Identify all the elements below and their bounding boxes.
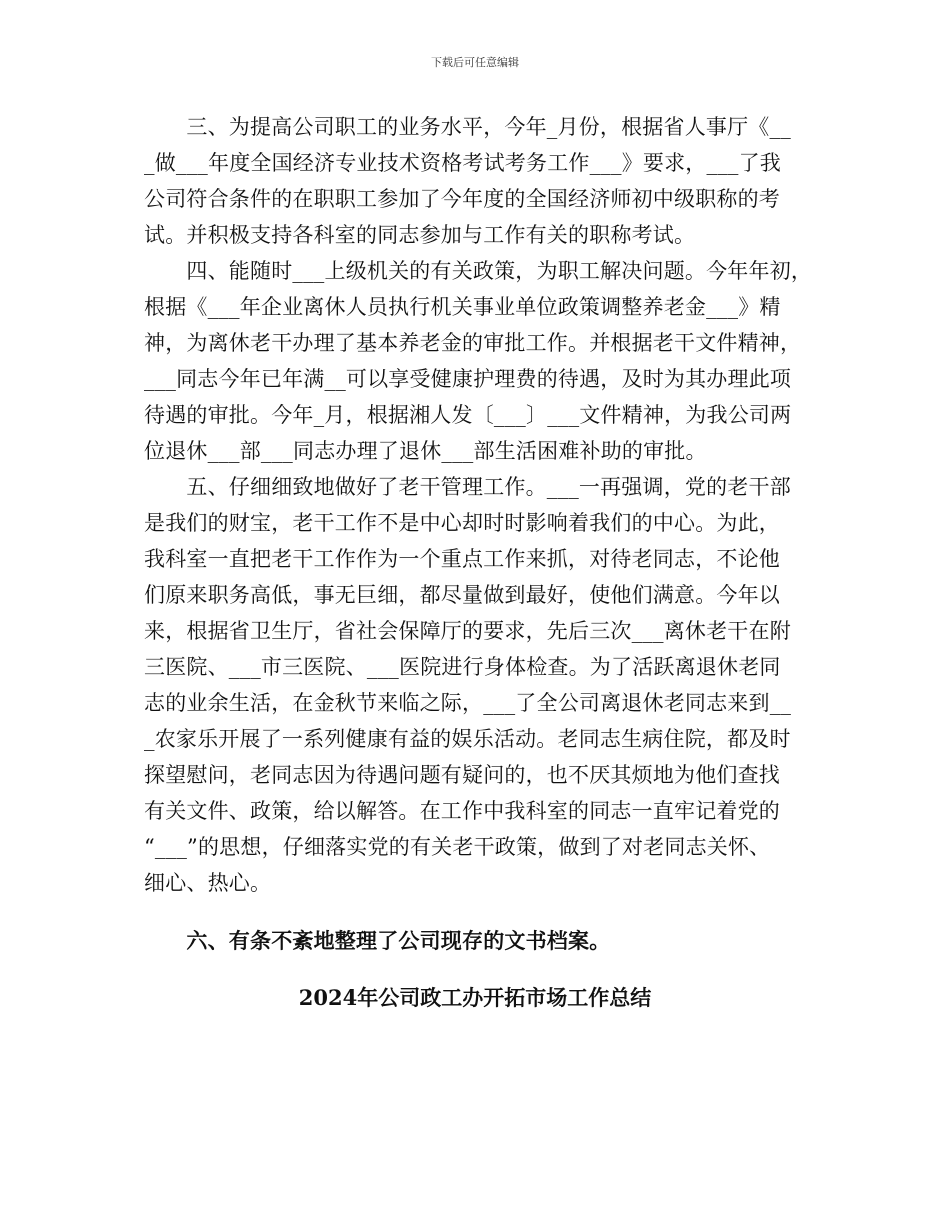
body-line: 们原来职务高低，事无巨细，都尽量做到最好，使他们满意。今年以 [144,583,780,607]
section-heading: 六、有条不紊地整理了公司现存的文书档案。 [144,928,611,953]
body-line: ___同志今年已年满__可以享受健康护理费的待遇，及时为其办理此项 [144,367,792,391]
body-line: 公司符合条件的在职职工参加了今年度的全国经济师初中级职称的考 [144,187,780,211]
body-line: 试。并积极支持各科室的同志参加与工作有关的职称考试。 [144,223,696,247]
body-line: “___”的思想，仔细落实党的有关老干政策，做到了对老同志关怀、 [144,835,771,859]
body-line: 细心、热心。 [144,871,272,895]
body-line: _农家乐开展了一系列健康有益的娱乐活动。老同志生病住院，都及时 [144,727,791,751]
body-line: 三、为提高公司职工的业务水平，今年_月份，根据省人事厅《__ [144,115,791,139]
body-line: 有关文件、政策，给以解答。在工作中我科室的同志一直牢记着党的 [144,799,780,823]
body-line: 位退休___部___同志办理了退休___部生活困难补助的审批。 [144,439,707,463]
body-line: 神，为离休老干办理了基本养老金的审批工作。并根据老干文件精神， [144,331,802,355]
body-line: 志的业余生活，在金秋节来临之际，___了全公司离退休老同志来到__ [144,691,792,715]
body-line: 三医院、___市三医院、___医院进行身体检查。为了活跃离退休老同 [144,655,781,679]
body-line: 五、仔细细致地做好了老干管理工作。___一再强调，党的老干部 [144,475,791,499]
body-line: 是我们的财宝，老干工作不是中心却时时影响着我们的中心。为此， [144,511,780,535]
body-line: 我科室一直把老干工作作为一个重点工作来抓，对待老同志，不论他 [144,547,780,571]
body-line: 待遇的审批。今年_月，根据湘人发〔___〕___文件精神，为我公司两 [144,403,792,427]
body-line: 根据《___年企业离休人员执行机关事业单位政策调整养老金___》精 [144,295,781,319]
document-title: 2024年公司政工办开拓市场工作总结 [298,985,652,1010]
body-line: _做___年度全国经济专业技术资格考试考务工作___》要求，___了我 [144,151,781,175]
body-line: 四、能随时___上级机关的有关政策，为职工解决问题。今年年初， [144,259,813,283]
page-header: 下载后可任意编辑 [431,56,519,69]
body-line: 探望慰问，老同志因为待遇问题有疑问的，也不厌其烦地为他们查找 [144,763,780,787]
body-line: 来，根据省卫生厅，省社会保障厅的要求，先后三次___离休老干在附 [144,619,791,643]
